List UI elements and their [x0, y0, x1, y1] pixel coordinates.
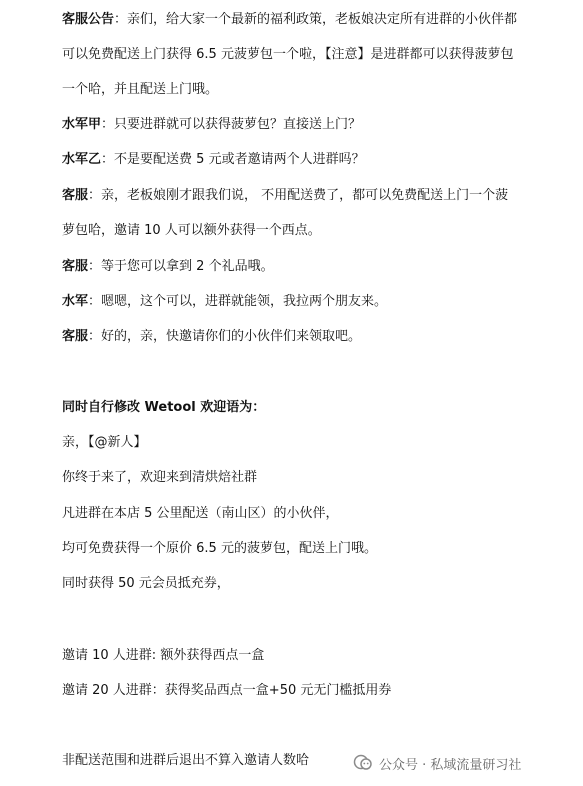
speaker-label: 客服公告	[62, 12, 115, 27]
speaker-label: 水军乙	[62, 152, 102, 167]
dialogue-line-1	[62, 46, 513, 64]
dialogue-line-6	[62, 222, 321, 240]
dialogue-line-5: 客服：亲，老板娘刚才跟我们说， 不用配送费了，都可以免费配送上门一个菠	[62, 188, 509, 203]
speaker-label: 客服	[62, 188, 89, 203]
message-text: 可以免费配送上门获得 6.5 元菠萝包一个啦，【注意】是进群都可以获得菠萝包	[62, 47, 514, 62]
message-text: 只要进群就可以获得菠萝包？直接送上门？	[114, 117, 362, 132]
message-text: 不是要配送费 5 元或者邀请两个人进群吗？	[114, 152, 365, 167]
welcome-line: 邀请 20 人进群：获得奖品西点一盒+50 元无门槛抵用券	[62, 683, 392, 698]
speaker-label: 水军甲	[62, 117, 102, 132]
speaker-label: 客服	[62, 329, 89, 344]
dialogue-line-3: 水军甲：只要进群就可以获得菠萝包？直接送上门？	[62, 117, 362, 132]
dialogue-line-8: 水军：嗯嗯，这个可以，进群就能领，我拉两个朋友来。	[62, 294, 388, 309]
speaker-label: 客服	[62, 259, 89, 274]
dialogue-line-7: 客服：等于您可以拿到 2 个礼品哦。	[62, 259, 274, 274]
welcome-line: 亲，【@新人】	[62, 435, 147, 450]
welcome-line: 邀请 10 人进群: 额外获得西点一盒	[62, 648, 265, 663]
dialogue-line-4: 水军乙：不是要配送费 5 元或者邀请两个人进群吗？	[62, 152, 365, 167]
welcome-line: 凡进群在本店 5 公里配送（南山区）的小伙伴，	[62, 506, 339, 521]
watermark	[353, 752, 521, 774]
message-text: 亲，老板娘刚才跟我们说， 不用配送费了，都可以免费配送上门一个菠	[101, 188, 509, 203]
welcome-line: 非配送范围和进群后退出不算入邀请人数哈	[62, 753, 310, 768]
wechat-official-account-icon	[353, 753, 373, 773]
dialogue-line-9: 客服：好的，亲，快邀请你们的小伙伴们来领取吧。	[62, 329, 362, 344]
dialogue-line-2	[62, 81, 218, 99]
message-text: 好的，亲，快邀请你们的小伙伴们来领取吧。	[101, 329, 362, 344]
watermark-text: 公众号 · 私域流量研习社	[379, 757, 522, 773]
message-text: 萝包哈，邀请 10 人可以额外获得一个西点。	[62, 223, 321, 238]
welcome-line: 均可免费获得一个原价 6.5 元的菠萝包，配送上门哦。	[62, 541, 377, 556]
message-text: 一个哈，并且配送上门哦。	[62, 82, 219, 97]
welcome-line: 你终于来了，欢迎来到清烘焙社群	[62, 470, 258, 485]
message-text: 亲们，给大家一个最新的福利政策，老板娘决定所有进群的小伙伴都	[127, 12, 518, 27]
welcome-line: 同时获得 50 元会员抵充券，	[62, 576, 230, 591]
speaker-label: 水军	[62, 294, 89, 309]
welcome-heading: 同时自行修改 Wetool 欢迎语为：	[62, 400, 266, 415]
dialogue-line-0: 客服公告：亲们，给大家一个最新的福利政策，老板娘决定所有进群的小伙伴都	[62, 12, 518, 27]
message-text: 等于您可以拿到 2 个礼品哦。	[101, 259, 274, 274]
message-text: 嗯嗯，这个可以，进群就能领，我拉两个朋友来。	[101, 294, 388, 309]
